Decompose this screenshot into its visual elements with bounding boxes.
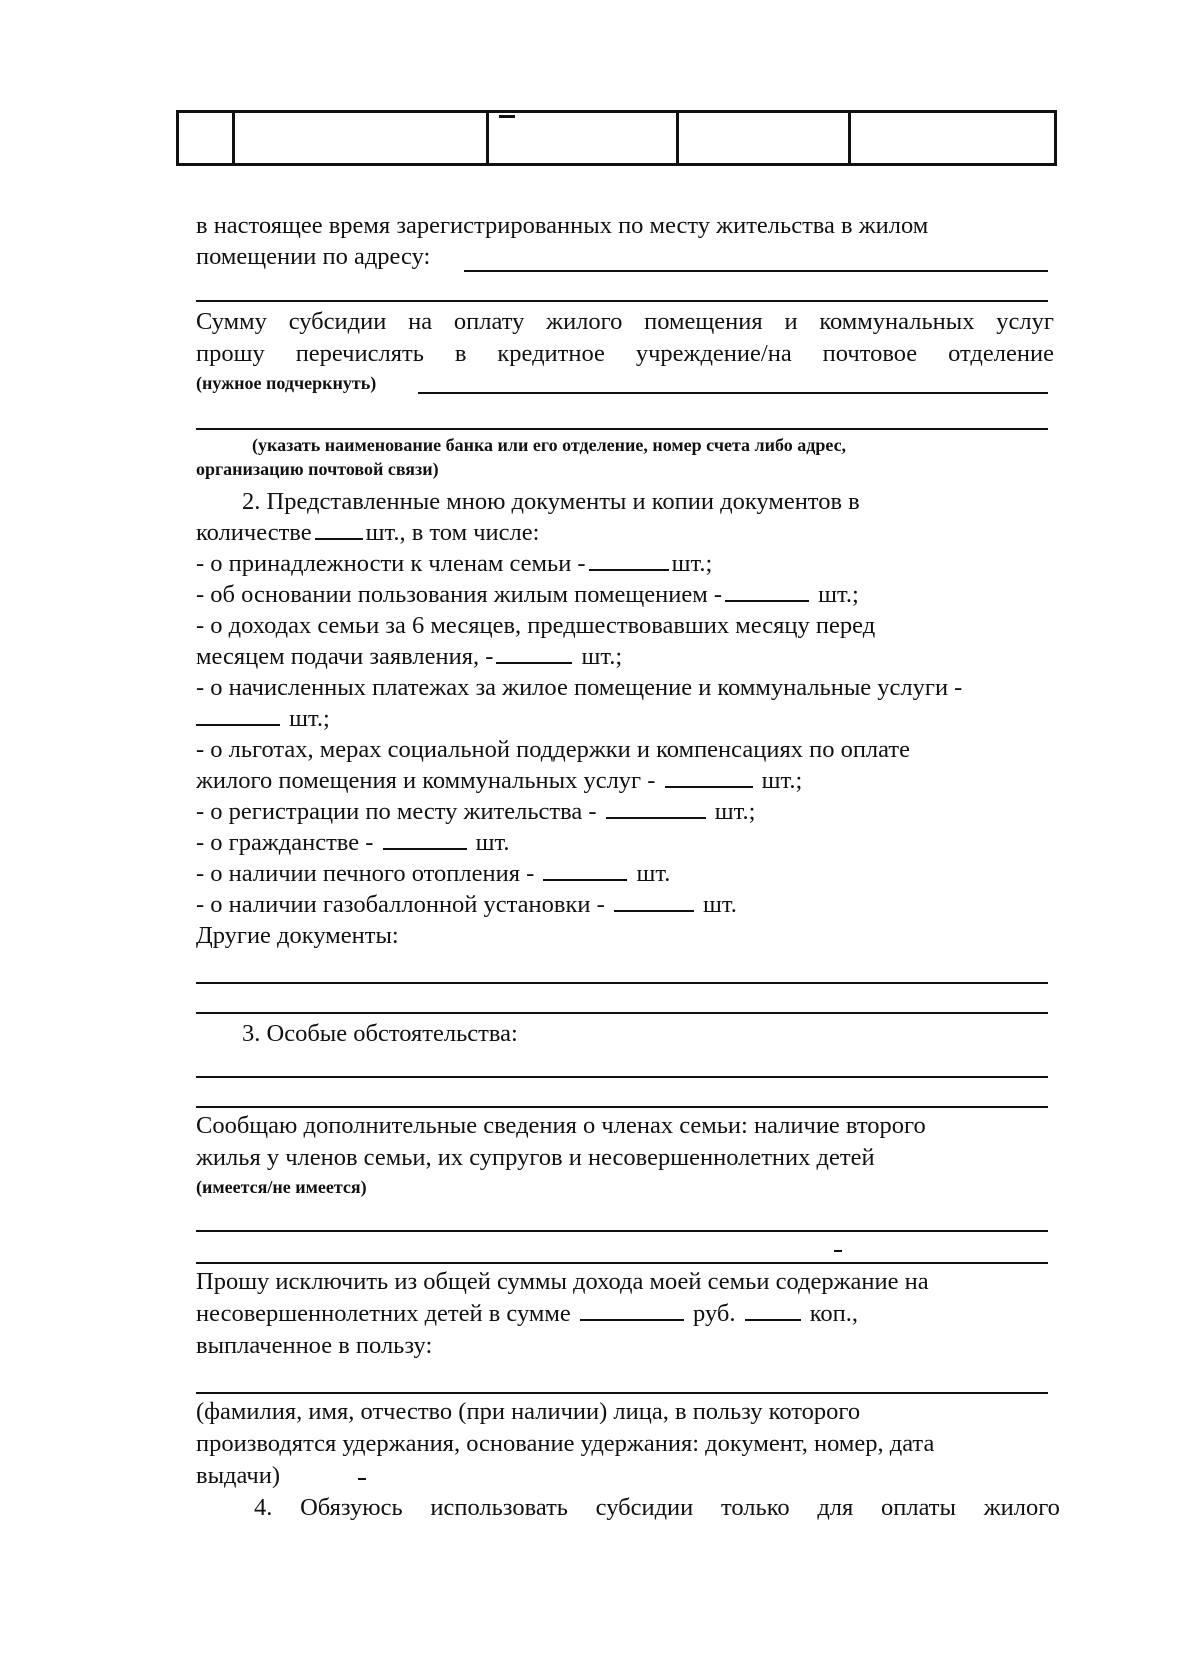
doc-item: [196, 552, 712, 577]
doc-item-field[interactable]: [725, 599, 809, 602]
doc-item: [196, 614, 875, 639]
obligation-word: для: [817, 1494, 854, 1521]
doc-item: [196, 800, 755, 825]
underline-hint: (нужное подчеркнуть): [196, 373, 377, 393]
doc-item-suffix: шт.;: [289, 705, 330, 732]
bank-field-line-2[interactable]: [196, 428, 1048, 430]
deduction-line-1: Прошу исключить из общей суммы дохода моей семьи содержание на: [196, 1268, 929, 1295]
payment-word: Сумму: [196, 308, 267, 335]
doc-item-suffix: шт.: [703, 891, 737, 918]
doc-item-label: - о принадлежности к членам семьи -: [196, 550, 586, 577]
address-line-2: [196, 245, 430, 270]
payment-word: оплату: [453, 308, 525, 335]
doc-item-field[interactable]: [665, 785, 753, 788]
circumstances-line[interactable]: [196, 1076, 1048, 1078]
doc-item-suffix: шт.: [475, 829, 510, 856]
table-cell: [679, 113, 851, 163]
deduction-sum-label: несовершеннолетних детей в сумме: [196, 1300, 571, 1327]
doc-item-label: - об основании пользования жилым помещением -: [196, 581, 723, 608]
doc-item: [196, 583, 859, 608]
payment-word: кредитное: [497, 340, 605, 367]
doc-item-label: - о регистрации по месту жительства -: [196, 798, 597, 825]
family-info-line-2-field[interactable]: [196, 1262, 1048, 1264]
doc-item-field[interactable]: [606, 816, 706, 819]
doc-item-label: - о наличии печного отопления -: [196, 860, 535, 887]
table-cell: [489, 113, 679, 163]
doc-item: [196, 645, 622, 670]
doc-item-suffix: шт.;: [761, 767, 803, 794]
dash-mark: [499, 115, 515, 118]
doc-item-suffix: шт.: [636, 860, 671, 887]
payment-word: в: [454, 340, 467, 367]
doc-item-label: - о доходах семьи за 6 месяцев, предшествовавших месяцу перед: [196, 612, 876, 639]
address-label: помещении по адресу:: [196, 243, 431, 270]
recipient-note-line-1: (фамилия, имя, отчество (при наличии) лица, в пользу которого: [196, 1398, 861, 1425]
deduction-line-2: [196, 1302, 858, 1327]
obligation-word: 4.: [254, 1494, 273, 1521]
doc-item: [196, 676, 962, 701]
doc-item-field[interactable]: [589, 568, 669, 571]
doc-item-label: - о наличии газобаллонной установки -: [196, 891, 605, 918]
address-line-1: в настоящее время зарегистрированных по месту жительства в жилом: [196, 212, 929, 239]
payment-word: прошу: [196, 340, 265, 367]
count-label: количестве: [196, 519, 312, 546]
payment-word: услуг: [996, 308, 1054, 335]
rub-field[interactable]: [580, 1318, 684, 1321]
circumstances-line-2[interactable]: [196, 1106, 1048, 1108]
obligation-word: оплаты: [880, 1494, 956, 1521]
doc-item-suffix: шт.;: [818, 581, 859, 608]
doc-item-label: - о гражданстве -: [196, 829, 374, 856]
doc-item: [196, 862, 670, 887]
payment-word: помещения: [644, 308, 763, 335]
table-cell: [235, 113, 489, 163]
bank-note-line-2: организацию почтовой связи): [196, 459, 439, 479]
doc-item-label: жилого помещения и коммунальных услуг -: [196, 767, 656, 794]
other-documents-label: Другие документы:: [196, 922, 399, 949]
dash-mark: [358, 1478, 366, 1480]
kop-field[interactable]: [745, 1318, 801, 1321]
family-info-line-1: Сообщаю дополнительные сведения о членах семьи: наличие второго: [196, 1112, 926, 1139]
payment-word: жилого: [546, 308, 623, 335]
table-fragment: [176, 110, 1057, 166]
dash-mark: [834, 1250, 842, 1252]
obligation-line: [254, 1496, 1060, 1521]
doc-item: [196, 831, 509, 856]
obligation-word: жилого: [983, 1494, 1060, 1521]
doc-item-field[interactable]: [196, 723, 280, 726]
doc-item: [196, 738, 910, 763]
doc-item-suffix: шт.;: [714, 798, 756, 825]
documents-count-line: [196, 521, 539, 546]
deduction-line-3: выплаченное в пользу:: [196, 1332, 433, 1359]
doc-item: [196, 893, 737, 918]
documents-intro: 2. Представленные мною документы и копии документов в: [242, 488, 860, 515]
doc-item: [196, 769, 802, 794]
payment-word: почтовое: [822, 340, 918, 367]
doc-item: [196, 707, 330, 732]
family-info-line-2: жилья у членов семьи, их супругов и несовершеннолетних детей: [196, 1144, 875, 1171]
recipient-note-line-2: производятся удержания, основание удержания: документ, номер, дата: [196, 1430, 935, 1457]
doc-item-label: - о льготах, мерах социальной поддержки и компенсациях по оплате: [196, 736, 910, 763]
other-documents-line[interactable]: [196, 982, 1048, 984]
bank-note-line-1: (указать наименование банка или его отделение, номер счета либо адрес,: [252, 435, 847, 455]
payment-word: учреждение/на: [635, 340, 792, 367]
doc-item-field[interactable]: [614, 909, 694, 912]
doc-item-suffix: шт.;: [581, 643, 623, 670]
doc-item-field[interactable]: [543, 878, 627, 881]
table-cell: [851, 113, 1054, 163]
payment-word: отделение: [948, 340, 1054, 367]
count-field[interactable]: [315, 537, 363, 540]
doc-item-label: месяцем подачи заявления, -: [196, 643, 494, 670]
payment-word: и: [784, 308, 798, 335]
doc-item-field[interactable]: [383, 847, 467, 850]
other-documents-line-2[interactable]: [196, 1012, 1048, 1014]
payment-word: на: [408, 308, 433, 335]
count-suffix: шт., в том числе:: [365, 519, 540, 546]
kop-label: коп.,: [809, 1300, 859, 1327]
table-cell: [179, 113, 235, 163]
family-info-hint: (имеется/не имеется): [196, 1177, 367, 1197]
obligation-word: субсидии: [595, 1494, 694, 1521]
payment-line-2: [196, 342, 1054, 367]
payment-word: коммунальных: [819, 308, 975, 335]
address-field-line[interactable]: [464, 270, 1048, 272]
obligation-word: использовать: [430, 1494, 568, 1521]
doc-item-label: - о начисленных платежах за жилое помещение и коммунальные услуги -: [196, 674, 963, 701]
obligation-word: Обязуюсь: [300, 1494, 403, 1521]
payment-line-1: [196, 310, 1054, 335]
circumstances-title: 3. Особые обстоятельства:: [242, 1020, 518, 1047]
doc-item-suffix: шт.;: [671, 550, 713, 577]
doc-item-field[interactable]: [496, 661, 572, 664]
recipient-field-line[interactable]: [196, 1392, 1048, 1394]
payment-word: субсидии: [288, 308, 387, 335]
bank-field-line[interactable]: [418, 392, 1048, 394]
payment-word: перечислять: [295, 340, 424, 367]
rub-label: руб.: [693, 1300, 736, 1327]
obligation-word: только: [720, 1494, 790, 1521]
recipient-note-line-3: выдачи): [196, 1462, 280, 1489]
address-field-line-2[interactable]: [196, 300, 1048, 302]
family-info-line[interactable]: [196, 1230, 1048, 1232]
